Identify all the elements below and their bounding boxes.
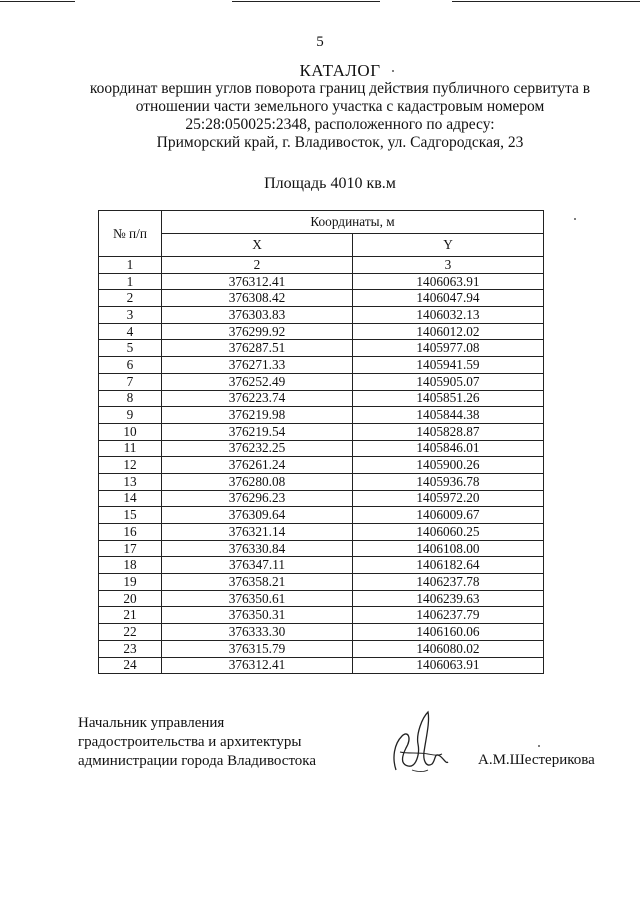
- x-cell: 376330.84: [162, 540, 353, 557]
- x-cell: 376296.23: [162, 490, 353, 507]
- x-cell: 376299.92: [162, 323, 353, 340]
- y-cell: 1406108.00: [353, 540, 544, 557]
- catalog-heading: [40, 62, 640, 152]
- point-number-cell: 2: [99, 290, 162, 307]
- point-number-cell: 8: [99, 390, 162, 407]
- subtitle-line: отношении части земельного участка с кадастровым номером: [135, 98, 545, 115]
- coordinates-table: [98, 210, 544, 674]
- y-cell: 1406032.13: [353, 307, 544, 324]
- scan-speck: [538, 745, 540, 747]
- subtitle-line: Приморский край, г. Владивосток, ул. Садгородская, 23: [156, 134, 524, 151]
- y-cell: 1405936.78: [353, 473, 544, 490]
- x-cell: 376219.98: [162, 407, 353, 424]
- scan-edge-left: [0, 1, 75, 2]
- subtitle-line: координат вершин углов поворота границ действия публичного сервитута в: [89, 80, 591, 97]
- area-label: Площадь 4010 кв.м: [264, 175, 396, 192]
- table-row: [99, 607, 544, 624]
- table-row: [99, 640, 544, 657]
- y-cell: 1406239.63: [353, 590, 544, 607]
- y-cell: 1405972.20: [353, 490, 544, 507]
- point-number-cell: 7: [99, 373, 162, 390]
- scan-speck: [574, 218, 576, 220]
- table-row: [99, 624, 544, 641]
- table-row: [99, 307, 544, 324]
- table-row: [99, 473, 544, 490]
- index-cell: 1: [99, 257, 162, 274]
- header-y: Y: [353, 234, 544, 257]
- point-number-cell: 19: [99, 574, 162, 591]
- y-cell: 1405851.26: [353, 390, 544, 407]
- x-cell: 376350.61: [162, 590, 353, 607]
- x-cell: 376223.74: [162, 390, 353, 407]
- point-number-cell: 1: [99, 273, 162, 290]
- table-row: [99, 290, 544, 307]
- y-cell: 1406160.06: [353, 624, 544, 641]
- y-cell: 1406182.64: [353, 557, 544, 574]
- x-cell: 376309.64: [162, 507, 353, 524]
- signer-name: А.М.Шестерикова: [478, 752, 595, 768]
- x-cell: 376350.31: [162, 607, 353, 624]
- x-cell: 376252.49: [162, 373, 353, 390]
- index-cell: 3: [353, 257, 544, 274]
- y-cell: 1406063.91: [353, 273, 544, 290]
- point-number-cell: 15: [99, 507, 162, 524]
- table-row: [99, 390, 544, 407]
- y-cell: 1406009.67: [353, 507, 544, 524]
- table-row: [99, 340, 544, 357]
- catalog-title: КАТАЛОГ: [299, 61, 381, 80]
- point-number-cell: 4: [99, 323, 162, 340]
- header-x: X: [162, 234, 353, 257]
- point-number-cell: 20: [99, 590, 162, 607]
- table-row: [99, 657, 544, 674]
- y-cell: 1405900.26: [353, 457, 544, 474]
- point-number-cell: 13: [99, 473, 162, 490]
- point-number-cell: 17: [99, 540, 162, 557]
- x-cell: 376280.08: [162, 473, 353, 490]
- y-cell: 1406237.79: [353, 607, 544, 624]
- subtitle-line: 25:28:050025:2348, расположенного по адресу:: [185, 116, 495, 133]
- x-cell: 376219.54: [162, 423, 353, 440]
- index-cell: 2: [162, 257, 353, 274]
- page-number: 5: [316, 34, 324, 50]
- x-cell: 376232.25: [162, 440, 353, 457]
- handwritten-signature: [388, 708, 450, 778]
- table-row: [99, 323, 544, 340]
- x-cell: 376287.51: [162, 340, 353, 357]
- point-number-cell: 16: [99, 524, 162, 541]
- header-coords: Координаты, м: [162, 211, 544, 234]
- table-row: [99, 590, 544, 607]
- point-number-cell: 6: [99, 357, 162, 374]
- x-cell: 376312.41: [162, 657, 353, 674]
- x-cell: 376261.24: [162, 457, 353, 474]
- table-row: [99, 524, 544, 541]
- y-cell: 1405905.07: [353, 373, 544, 390]
- x-cell: 376347.11: [162, 557, 353, 574]
- table-row: [99, 457, 544, 474]
- scan-speck: [392, 70, 394, 72]
- x-cell: 376308.42: [162, 290, 353, 307]
- coordinates-body: [99, 273, 544, 674]
- position-line: градостроительства и архитектуры: [78, 734, 302, 750]
- point-number-cell: 23: [99, 640, 162, 657]
- x-cell: 376312.41: [162, 273, 353, 290]
- point-number-cell: 10: [99, 423, 162, 440]
- table-row: [99, 357, 544, 374]
- point-number-cell: 22: [99, 624, 162, 641]
- position-line: администрации города Владивостока: [78, 753, 317, 769]
- x-cell: 376315.79: [162, 640, 353, 657]
- y-cell: 1406060.25: [353, 524, 544, 541]
- header-num: № п/п: [99, 211, 162, 257]
- point-number-cell: 3: [99, 307, 162, 324]
- table-row: [99, 440, 544, 457]
- point-number-cell: 9: [99, 407, 162, 424]
- x-cell: 376333.30: [162, 624, 353, 641]
- table-row: [99, 373, 544, 390]
- x-cell: 376271.33: [162, 357, 353, 374]
- y-cell: 1405846.01: [353, 440, 544, 457]
- y-cell: 1406080.02: [353, 640, 544, 657]
- y-cell: 1406012.02: [353, 323, 544, 340]
- y-cell: 1405941.59: [353, 357, 544, 374]
- table-row: [99, 423, 544, 440]
- position-line: Начальник управления: [78, 715, 225, 731]
- x-cell: 376303.83: [162, 307, 353, 324]
- table-row: [99, 490, 544, 507]
- point-number-cell: 12: [99, 457, 162, 474]
- scan-edge-mid: [232, 1, 380, 2]
- point-number-cell: 24: [99, 657, 162, 674]
- point-number-cell: 11: [99, 440, 162, 457]
- table-row: [99, 507, 544, 524]
- point-number-cell: 21: [99, 607, 162, 624]
- y-cell: 1405828.87: [353, 423, 544, 440]
- table-row: [99, 574, 544, 591]
- x-cell: 376321.14: [162, 524, 353, 541]
- x-cell: 376358.21: [162, 574, 353, 591]
- point-number-cell: 5: [99, 340, 162, 357]
- point-number-cell: 14: [99, 490, 162, 507]
- point-number-cell: 18: [99, 557, 162, 574]
- y-cell: 1406237.78: [353, 574, 544, 591]
- signatory-position: [78, 714, 316, 771]
- y-cell: 1406063.91: [353, 657, 544, 674]
- scan-edge-right: [452, 1, 640, 2]
- table-row: [99, 557, 544, 574]
- table-row: [99, 540, 544, 557]
- y-cell: 1405844.38: [353, 407, 544, 424]
- table-row: [99, 407, 544, 424]
- table-row: [99, 273, 544, 290]
- y-cell: 1405977.08: [353, 340, 544, 357]
- y-cell: 1406047.94: [353, 290, 544, 307]
